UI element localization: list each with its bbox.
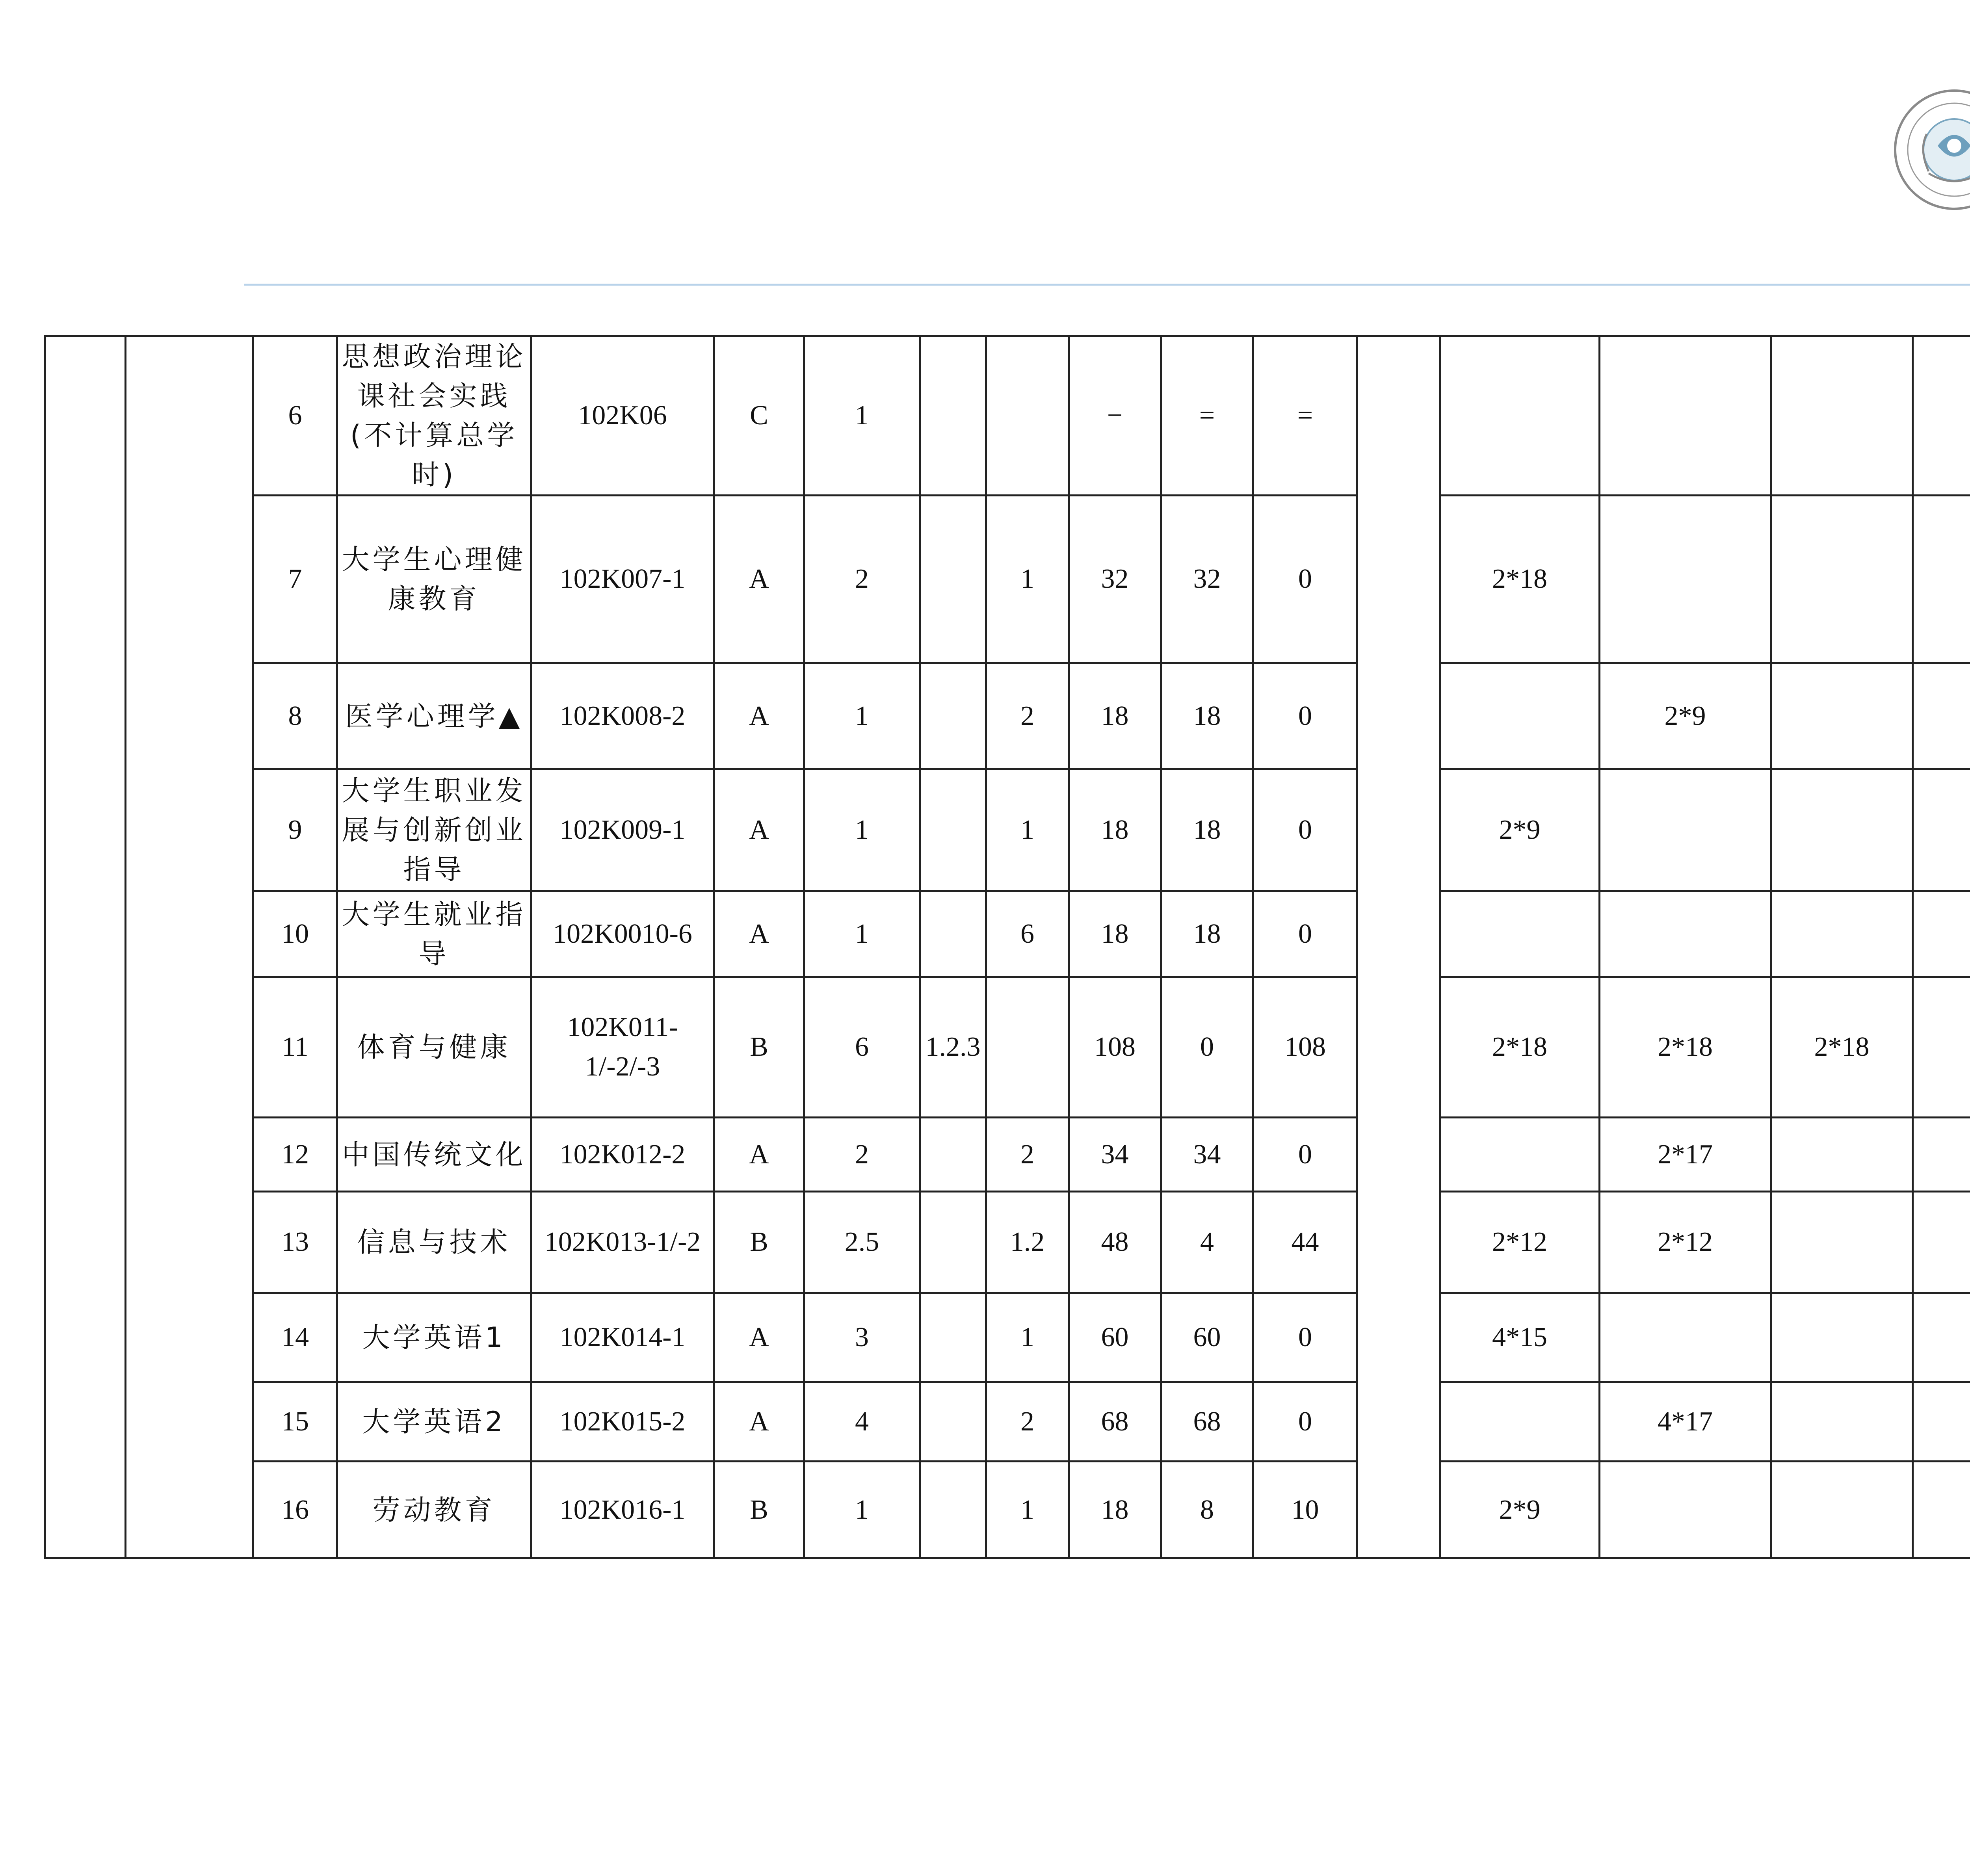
term-4-cell: [1913, 1462, 1970, 1558]
term-2-cell: [1600, 891, 1771, 977]
header-divider: [244, 284, 1970, 286]
course-code: 102K012-2: [531, 1118, 714, 1192]
exam-semester: [920, 1462, 986, 1558]
table-row: [45, 891, 1970, 977]
theory-hours: 68: [1161, 1382, 1253, 1462]
term-1-cell: [1440, 1382, 1600, 1462]
course-schedule-table: [44, 335, 1970, 1559]
course-name: 大学英语2: [337, 1382, 531, 1462]
total-hours: 18: [1069, 769, 1161, 891]
table-row: [45, 663, 1970, 769]
row-number: 7: [253, 496, 337, 663]
term-2-cell: 2*17: [1600, 1118, 1771, 1192]
credit: 2.5: [804, 1192, 920, 1293]
term-3-cell: [1771, 769, 1913, 891]
practice-hours: 10: [1253, 1462, 1357, 1558]
term-1-cell: 2*9: [1440, 1462, 1600, 1558]
term-3-cell: [1771, 336, 1913, 496]
theory-hours: =: [1161, 336, 1253, 496]
term-4-cell: [1913, 1118, 1970, 1192]
check-semester: 1.2: [986, 1192, 1069, 1293]
exam-semester: [920, 336, 986, 496]
theory-hours: 18: [1161, 891, 1253, 977]
term-2-cell: 4*17: [1600, 1382, 1771, 1462]
course-code: 102K009-1: [531, 769, 714, 891]
term-4-cell: [1913, 336, 1970, 496]
practice-hours: 0: [1253, 1382, 1357, 1462]
course-name: 劳动教育: [337, 1462, 531, 1558]
check-semester: 2: [986, 1118, 1069, 1192]
course-name: 大学英语1: [337, 1293, 531, 1382]
theory-hours: 18: [1161, 769, 1253, 891]
course-code: 102K0010-6: [531, 891, 714, 977]
check-semester: 2: [986, 1382, 1069, 1462]
practice-hours: 0: [1253, 891, 1357, 977]
term-1-cell: 2*9: [1440, 769, 1600, 891]
course-code: 102K011-1/-2/-3: [531, 977, 714, 1118]
practice-hours: 44: [1253, 1192, 1357, 1293]
exam-semester: [920, 1192, 986, 1293]
practice-hours: =: [1253, 336, 1357, 496]
course-code: 102K013-1/-2: [531, 1192, 714, 1293]
course-type: C: [714, 336, 804, 496]
total-hours: 18: [1069, 1462, 1161, 1558]
total-hours: −: [1069, 336, 1161, 496]
exam-semester: [920, 496, 986, 663]
course-name: 信息与技术: [337, 1192, 531, 1293]
course-code: 102K015-2: [531, 1382, 714, 1462]
row-number: 13: [253, 1192, 337, 1293]
term-2-cell: [1600, 496, 1771, 663]
row-number: 10: [253, 891, 337, 977]
practice-hours: 0: [1253, 496, 1357, 663]
exam-semester: [920, 663, 986, 769]
course-name: 医学心理学▲: [337, 663, 531, 769]
term-2-cell: [1600, 336, 1771, 496]
course-name: 思想政治理论课社会实践(不计算总学时): [337, 336, 531, 496]
course-type: B: [714, 1192, 804, 1293]
term-3-cell: [1771, 663, 1913, 769]
total-hours: 32: [1069, 496, 1161, 663]
table-row: [45, 769, 1970, 891]
practice-hours: 0: [1253, 769, 1357, 891]
check-semester: 1: [986, 1293, 1069, 1382]
course-name: 大学生就业指导: [337, 891, 531, 977]
table-row: [45, 1118, 1970, 1192]
table-row: [45, 1382, 1970, 1462]
check-semester: [986, 336, 1069, 496]
term-2-cell: 2*12: [1600, 1192, 1771, 1293]
practice-hours: 0: [1253, 1293, 1357, 1382]
exam-semester: [920, 1118, 986, 1192]
term-4-cell: [1913, 663, 1970, 769]
theory-hours: 60: [1161, 1293, 1253, 1382]
row-number: 8: [253, 663, 337, 769]
course-type: B: [714, 977, 804, 1118]
course-code: 102K06: [531, 336, 714, 496]
course-type: A: [714, 769, 804, 891]
term-4-cell: [1913, 977, 1970, 1118]
term-3-cell: [1771, 1462, 1913, 1558]
total-hours: 60: [1069, 1293, 1161, 1382]
course-code: 102K016-1: [531, 1462, 714, 1558]
credit: 1: [804, 1462, 920, 1558]
course-name: 中国传统文化: [337, 1118, 531, 1192]
check-semester: 1: [986, 496, 1069, 663]
term-1-cell: [1440, 336, 1600, 496]
course-type: A: [714, 496, 804, 663]
row-number: 15: [253, 1382, 337, 1462]
term-1-cell: 2*18: [1440, 496, 1600, 663]
term-1-cell: 2*12: [1440, 1192, 1600, 1293]
term-1-cell: [1440, 891, 1600, 977]
course-type: A: [714, 1293, 804, 1382]
term-3-cell: [1771, 496, 1913, 663]
theory-hours: 18: [1161, 663, 1253, 769]
check-semester: [986, 977, 1069, 1118]
total-hours: 18: [1069, 891, 1161, 977]
course-type: A: [714, 891, 804, 977]
theory-hours: 4: [1161, 1192, 1253, 1293]
course-name: 大学生职业发展与创新创业指导: [337, 769, 531, 891]
practice-hours: 108: [1253, 977, 1357, 1118]
credit: 4: [804, 1382, 920, 1462]
course-name: 体育与健康: [337, 977, 531, 1118]
total-hours: 48: [1069, 1192, 1161, 1293]
table-row: [45, 336, 1970, 496]
credit: 1: [804, 891, 920, 977]
course-code: 102K008-2: [531, 663, 714, 769]
credit: 2: [804, 496, 920, 663]
course-type: A: [714, 1118, 804, 1192]
term-4-cell: [1913, 891, 1970, 977]
college-logo: [1891, 79, 1970, 209]
course-name: 大学生心理健康教育: [337, 496, 531, 663]
check-semester: 1: [986, 769, 1069, 891]
term-4-cell: [1913, 1293, 1970, 1382]
term-3-cell: [1771, 1118, 1913, 1192]
credit: 1: [804, 336, 920, 496]
term-2-cell: 2*18: [1600, 977, 1771, 1118]
term-1-cell: 2*18: [1440, 977, 1600, 1118]
row-number: 11: [253, 977, 337, 1118]
term-2-cell: [1600, 1293, 1771, 1382]
table-row: [45, 977, 1970, 1118]
course-type: B: [714, 1462, 804, 1558]
exam-semester: [920, 769, 986, 891]
credit: 6: [804, 977, 920, 1118]
term-2-cell: 2*9: [1600, 663, 1771, 769]
term-3-cell: 2*18: [1771, 977, 1913, 1118]
course-type: A: [714, 663, 804, 769]
course-code: 102K014-1: [531, 1293, 714, 1382]
theory-hours: 34: [1161, 1118, 1253, 1192]
term-1-cell: 4*15: [1440, 1293, 1600, 1382]
check-semester: 1: [986, 1462, 1069, 1558]
check-semester: 6: [986, 891, 1069, 977]
term-2-cell: [1600, 1462, 1771, 1558]
term-3-cell: [1771, 891, 1913, 977]
theory-hours: 32: [1161, 496, 1253, 663]
term-1-cell: [1440, 1118, 1600, 1192]
total-hours: 68: [1069, 1382, 1161, 1462]
total-hours: 18: [1069, 663, 1161, 769]
course-code: 102K007-1: [531, 496, 714, 663]
term-1-cell: [1440, 663, 1600, 769]
row-number: 16: [253, 1462, 337, 1558]
term-3-cell: [1771, 1192, 1913, 1293]
row-number: 12: [253, 1118, 337, 1192]
course-type: A: [714, 1382, 804, 1462]
theory-hours: 8: [1161, 1462, 1253, 1558]
term-3-cell: [1771, 1382, 1913, 1462]
term-4-cell: [1913, 1192, 1970, 1293]
term-4-cell: [1913, 496, 1970, 663]
theory-hours: 0: [1161, 977, 1253, 1118]
subcategory-cell: [126, 336, 253, 1558]
total-hours: 108: [1069, 977, 1161, 1118]
total-hours: 34: [1069, 1118, 1161, 1192]
term-4-cell: [1913, 1382, 1970, 1462]
credit: 3: [804, 1293, 920, 1382]
credit: 2: [804, 1118, 920, 1192]
practice-hours: 0: [1253, 1118, 1357, 1192]
row-number: 9: [253, 769, 337, 891]
credit: 1: [804, 769, 920, 891]
college-seal-icon: [1891, 87, 1970, 213]
exam-semester: [920, 1293, 986, 1382]
exam-semester: 1.2.3: [920, 977, 986, 1118]
blank-column: [1357, 336, 1440, 1558]
term-3-cell: [1771, 1293, 1913, 1382]
row-number: 6: [253, 336, 337, 496]
credit: 1: [804, 663, 920, 769]
exam-semester: [920, 891, 986, 977]
check-semester: 2: [986, 663, 1069, 769]
table-row: [45, 1192, 1970, 1293]
exam-semester: [920, 1382, 986, 1462]
category-cell: [45, 336, 126, 1558]
table-row: [45, 1462, 1970, 1558]
practice-hours: 0: [1253, 663, 1357, 769]
table-row: [45, 496, 1970, 663]
table-row: [45, 1293, 1970, 1382]
row-number: 14: [253, 1293, 337, 1382]
term-2-cell: [1600, 769, 1771, 891]
term-4-cell: [1913, 769, 1970, 891]
